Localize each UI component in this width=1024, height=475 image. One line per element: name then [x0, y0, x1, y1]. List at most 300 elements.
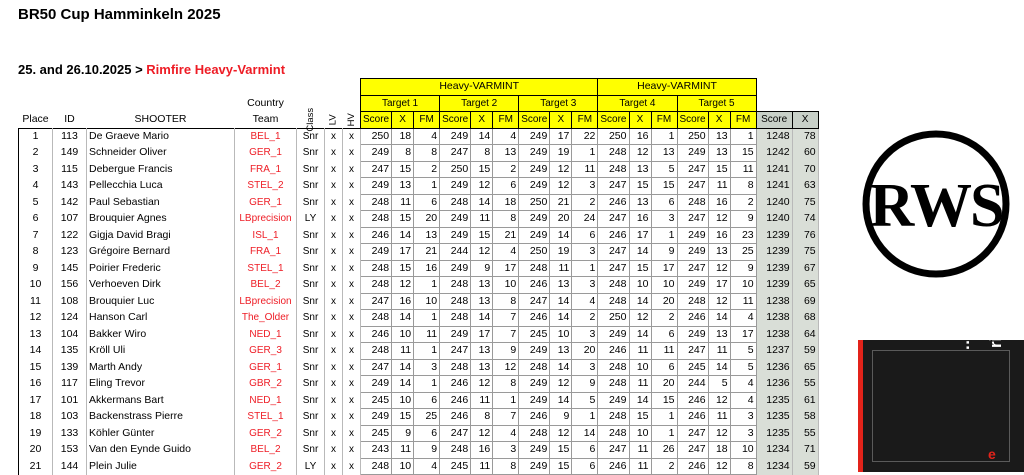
subheader-t4-fm: FM: [651, 112, 677, 129]
row-id: 144: [53, 458, 87, 475]
row-t4-x: 15: [629, 260, 651, 277]
row-t2-x: 12: [471, 244, 493, 261]
row-t2-score: 245: [440, 458, 471, 475]
row-t5-score: 247: [677, 178, 708, 195]
row-total-score: 1239: [756, 227, 792, 244]
row-hv: x: [343, 128, 361, 145]
row-lv: x: [325, 161, 343, 178]
row-t3-score: 249: [519, 211, 550, 228]
row-t2-fm: 6: [493, 178, 519, 195]
row-t3-fm: 1: [572, 409, 598, 426]
row-t1-score: 249: [361, 178, 392, 195]
row-t4-fm: 1: [651, 227, 677, 244]
row-country-team: GER_1: [235, 145, 297, 162]
table-row[interactable]: [19, 260, 819, 277]
row-t2-score: 249: [440, 260, 471, 277]
row-t1-fm: 6: [414, 425, 440, 442]
row-id: 117: [53, 376, 87, 393]
header-spacer-shooter: [87, 95, 235, 112]
row-t2-fm: 17: [493, 260, 519, 277]
row-hv: x: [343, 392, 361, 409]
row-country-team: LBprecision: [235, 211, 297, 228]
row-place: 13: [19, 326, 53, 343]
row-t4-fm: 5: [651, 161, 677, 178]
row-lv: x: [325, 310, 343, 327]
row-country-team: BEL_2: [235, 277, 297, 294]
row-t1-fm: 10: [414, 293, 440, 310]
row-t1-fm: 20: [414, 211, 440, 228]
row-place: 2: [19, 145, 53, 162]
row-t2-score: 249: [440, 326, 471, 343]
row-shooter-name: Backenstrass Pierre: [87, 409, 235, 426]
row-t1-x: 15: [392, 161, 414, 178]
row-t5-fm: 17: [730, 326, 756, 343]
row-t4-fm: 13: [651, 145, 677, 162]
row-t4-fm: 20: [651, 376, 677, 393]
row-lv: x: [325, 293, 343, 310]
row-t3-x: 12: [550, 425, 572, 442]
row-id: 101: [53, 392, 87, 409]
table-row[interactable]: [19, 392, 819, 409]
row-t4-x: 13: [629, 194, 651, 211]
row-t4-score: 248: [598, 425, 629, 442]
row-class: LY: [297, 458, 325, 475]
row-class: Snr: [297, 178, 325, 195]
row-hv: x: [343, 442, 361, 459]
row-country-team: STEL_1: [235, 260, 297, 277]
row-t4-x: 11: [629, 442, 651, 459]
row-t4-fm: 9: [651, 244, 677, 261]
ad-text-line2: rience.: [986, 293, 1005, 348]
row-t5-x: 5: [708, 376, 730, 393]
row-country-team: GER_3: [235, 343, 297, 360]
row-t5-score: 248: [677, 293, 708, 310]
row-t5-score: 245: [677, 359, 708, 376]
row-class: Snr: [297, 326, 325, 343]
target-header-2: Target 2: [440, 95, 519, 112]
row-t2-x: 17: [471, 326, 493, 343]
row-total-score: 1235: [756, 425, 792, 442]
row-t5-x: 14: [708, 310, 730, 327]
column-header-class: Class: [297, 112, 325, 129]
table-row[interactable]: [19, 161, 819, 178]
row-t3-x: 14: [550, 310, 572, 327]
row-lv: x: [325, 343, 343, 360]
row-lv: x: [325, 376, 343, 393]
row-t4-x: 13: [629, 161, 651, 178]
row-id: 133: [53, 425, 87, 442]
row-country-team: GER_2: [235, 458, 297, 475]
row-t5-score: 247: [677, 343, 708, 360]
row-t1-score: 248: [361, 211, 392, 228]
row-t1-fm: 25: [414, 409, 440, 426]
row-t5-fm: 1: [730, 128, 756, 145]
row-t3-x: 12: [550, 376, 572, 393]
row-t2-x: 14: [471, 128, 493, 145]
row-t4-fm: 6: [651, 194, 677, 211]
column-header-id: ID: [53, 112, 87, 129]
row-t4-x: 10: [629, 277, 651, 294]
row-t1-fm: 8: [414, 145, 440, 162]
row-t4-x: 15: [629, 409, 651, 426]
row-place: 21: [19, 458, 53, 475]
row-t4-x: 14: [629, 293, 651, 310]
row-shooter-name: Brouquier Luc: [87, 293, 235, 310]
row-t4-x: 16: [629, 128, 651, 145]
row-lv: x: [325, 359, 343, 376]
row-t2-score: 246: [440, 376, 471, 393]
row-id: 115: [53, 161, 87, 178]
row-t5-score: 248: [677, 194, 708, 211]
row-t1-fm: 1: [414, 376, 440, 393]
row-t5-x: 12: [708, 293, 730, 310]
row-t1-x: 16: [392, 293, 414, 310]
row-t1-x: 15: [392, 260, 414, 277]
row-t2-fm: 7: [493, 409, 519, 426]
row-t5-x: 15: [708, 161, 730, 178]
row-t5-x: 12: [708, 392, 730, 409]
row-t2-score: 249: [440, 128, 471, 145]
row-class: Snr: [297, 244, 325, 261]
row-t2-x: 13: [471, 359, 493, 376]
header-spacer: [19, 79, 361, 96]
row-t1-x: 14: [392, 359, 414, 376]
row-id: 142: [53, 194, 87, 211]
row-hv: x: [343, 425, 361, 442]
row-shooter-name: Poirier Frederic: [87, 260, 235, 277]
row-t1-score: 246: [361, 326, 392, 343]
row-t4-fm: 10: [651, 277, 677, 294]
row-place: 18: [19, 409, 53, 426]
row-t2-fm: 10: [493, 277, 519, 294]
row-t5-fm: 4: [730, 376, 756, 393]
table-row[interactable]: [19, 359, 819, 376]
subheader-t1-fm: FM: [414, 112, 440, 129]
row-country-team: NED_1: [235, 326, 297, 343]
row-t3-x: 15: [550, 442, 572, 459]
row-t1-score: 245: [361, 392, 392, 409]
row-t1-score: 248: [361, 310, 392, 327]
subheader-total-score: Score: [756, 112, 792, 129]
row-id: 149: [53, 145, 87, 162]
row-t5-fm: 8: [730, 178, 756, 195]
row-t2-fm: 8: [493, 293, 519, 310]
row-t3-score: 249: [519, 392, 550, 409]
row-total-x: 59: [792, 343, 818, 360]
table-row[interactable]: [19, 458, 819, 475]
row-t1-score: 249: [361, 409, 392, 426]
header-spacer-total: [756, 95, 818, 112]
event-subtitle: [18, 62, 285, 77]
row-t5-fm: 4: [730, 392, 756, 409]
row-t4-fm: 1: [651, 425, 677, 442]
row-lv: x: [325, 227, 343, 244]
row-t3-score: 249: [519, 458, 550, 475]
row-t2-x: 14: [471, 310, 493, 327]
row-lv: x: [325, 244, 343, 261]
table-row[interactable]: [19, 409, 819, 426]
subheader-t2-fm: FM: [493, 112, 519, 129]
row-t1-x: 14: [392, 376, 414, 393]
row-total-score: 1239: [756, 260, 792, 277]
row-t5-x: 13: [708, 326, 730, 343]
row-total-score: 1241: [756, 178, 792, 195]
row-hv: x: [343, 343, 361, 360]
row-t5-fm: 5: [730, 359, 756, 376]
row-total-score: 1235: [756, 392, 792, 409]
row-t5-x: 12: [708, 425, 730, 442]
page-title: BR50 Cup Hamminkeln 2025: [18, 6, 221, 23]
row-lv: x: [325, 277, 343, 294]
row-shooter-name: Brouquier Agnes: [87, 211, 235, 228]
row-t3-x: 19: [550, 145, 572, 162]
row-t2-score: 249: [440, 211, 471, 228]
row-total-x: 63: [792, 178, 818, 195]
row-t2-fm: 2: [493, 161, 519, 178]
row-t1-x: 11: [392, 343, 414, 360]
row-t4-score: 248: [598, 293, 629, 310]
column-header-hv: HV: [343, 112, 361, 129]
row-t1-x: 9: [392, 425, 414, 442]
row-t2-score: 244: [440, 244, 471, 261]
row-t2-x: 11: [471, 392, 493, 409]
row-t4-x: 17: [629, 227, 651, 244]
subheader-t2-score: Score: [440, 112, 471, 129]
row-t4-score: 248: [598, 161, 629, 178]
row-t1-fm: 1: [414, 277, 440, 294]
row-shooter-name: Van den Eynde Guido: [87, 442, 235, 459]
row-t1-fm: 1: [414, 343, 440, 360]
row-lv: x: [325, 260, 343, 277]
row-t4-score: 247: [598, 178, 629, 195]
table-row[interactable]: [19, 343, 819, 360]
row-country-team: ISL_1: [235, 227, 297, 244]
row-t5-score: 246: [677, 392, 708, 409]
row-t2-x: 8: [471, 409, 493, 426]
row-t1-score: 248: [361, 458, 392, 475]
row-t1-x: 15: [392, 409, 414, 426]
row-hv: x: [343, 178, 361, 195]
row-total-x: 74: [792, 211, 818, 228]
row-t4-score: 248: [598, 277, 629, 294]
row-t5-fm: 3: [730, 409, 756, 426]
column-header-country: Country: [235, 95, 297, 112]
table-row[interactable]: [19, 178, 819, 195]
row-t2-x: 8: [471, 145, 493, 162]
row-t4-score: 248: [598, 359, 629, 376]
table-row[interactable]: [19, 425, 819, 442]
row-t2-x: 12: [471, 376, 493, 393]
row-t5-score: 247: [677, 260, 708, 277]
row-total-score: 1241: [756, 161, 792, 178]
table-row[interactable]: [19, 128, 819, 145]
row-class: Snr: [297, 310, 325, 327]
row-total-score: 1234: [756, 442, 792, 459]
row-t3-fm: 11: [572, 161, 598, 178]
row-t4-x: 15: [629, 178, 651, 195]
row-hv: x: [343, 326, 361, 343]
table-row[interactable]: [19, 145, 819, 162]
row-t4-score: 246: [598, 458, 629, 475]
row-t2-x: 13: [471, 277, 493, 294]
row-t3-fm: 2: [572, 310, 598, 327]
row-t5-x: 13: [708, 128, 730, 145]
row-place: 4: [19, 178, 53, 195]
row-country-team: The_Older: [235, 310, 297, 327]
table-row[interactable]: [19, 227, 819, 244]
row-t4-x: 10: [629, 359, 651, 376]
row-t5-score: 244: [677, 376, 708, 393]
row-place: 19: [19, 425, 53, 442]
row-total-score: 1236: [756, 359, 792, 376]
row-t1-x: 15: [392, 211, 414, 228]
row-total-x: 75: [792, 194, 818, 211]
row-t5-fm: 2: [730, 194, 756, 211]
row-t3-score: 248: [519, 425, 550, 442]
row-country-team: STEL_1: [235, 409, 297, 426]
target-header-4: Target 4: [598, 95, 677, 112]
row-t1-x: 14: [392, 227, 414, 244]
row-t2-fm: 21: [493, 227, 519, 244]
row-t1-x: 18: [392, 128, 414, 145]
row-id: 153: [53, 442, 87, 459]
row-t3-score: 246: [519, 310, 550, 327]
row-t2-fm: 7: [493, 310, 519, 327]
subheader-t5-fm: FM: [730, 112, 756, 129]
row-t1-score: 248: [361, 194, 392, 211]
row-country-team: GER_1: [235, 359, 297, 376]
row-t4-fm: 3: [651, 211, 677, 228]
row-country-team: NED_1: [235, 392, 297, 409]
row-t5-fm: 3: [730, 425, 756, 442]
row-t3-fm: 4: [572, 293, 598, 310]
row-t3-fm: 22: [572, 128, 598, 145]
row-shooter-name: De Graeve Mario: [87, 128, 235, 145]
row-place: 12: [19, 310, 53, 327]
row-t2-score: 248: [440, 293, 471, 310]
row-lv: x: [325, 194, 343, 211]
row-t4-fm: 15: [651, 178, 677, 195]
row-t5-x: 17: [708, 277, 730, 294]
row-class: Snr: [297, 409, 325, 426]
row-country-team: FRA_1: [235, 244, 297, 261]
row-t4-x: 14: [629, 244, 651, 261]
row-id: 122: [53, 227, 87, 244]
table-column-header-row: [19, 112, 819, 129]
table-row[interactable]: [19, 326, 819, 343]
row-place: 9: [19, 260, 53, 277]
row-t1-score: 247: [361, 293, 392, 310]
column-header-team: Team: [235, 112, 297, 129]
row-id: 103: [53, 409, 87, 426]
row-t5-fm: 5: [730, 343, 756, 360]
table-row[interactable]: [19, 376, 819, 393]
row-t3-score: 248: [519, 359, 550, 376]
row-t3-score: 250: [519, 194, 550, 211]
row-t3-fm: 5: [572, 392, 598, 409]
row-t4-score: 250: [598, 128, 629, 145]
row-total-score: 1237: [756, 343, 792, 360]
table-row[interactable]: [19, 310, 819, 327]
row-t1-x: 13: [392, 178, 414, 195]
row-t4-x: 12: [629, 145, 651, 162]
row-t3-fm: 6: [572, 458, 598, 475]
table-row[interactable]: [19, 442, 819, 459]
row-t2-fm: 9: [493, 343, 519, 360]
row-class: Snr: [297, 277, 325, 294]
column-header-lv: LV: [325, 112, 343, 129]
row-t1-x: 8: [392, 145, 414, 162]
row-total-x: 70: [792, 161, 818, 178]
table-row[interactable]: [19, 277, 819, 294]
row-total-score: 1239: [756, 244, 792, 261]
results-table-body: [19, 128, 819, 475]
row-place: 6: [19, 211, 53, 228]
table-row[interactable]: [19, 194, 819, 211]
table-row[interactable]: [19, 211, 819, 228]
row-t1-x: 10: [392, 326, 414, 343]
row-total-score: 1240: [756, 211, 792, 228]
column-header-place: Place: [19, 112, 53, 129]
row-class: Snr: [297, 425, 325, 442]
row-shooter-name: Kröll Uli: [87, 343, 235, 360]
row-total-x: 59: [792, 458, 818, 475]
row-t5-fm: 10: [730, 442, 756, 459]
subheader-t5-score: Score: [677, 112, 708, 129]
row-hv: x: [343, 227, 361, 244]
header-spacer-id: [53, 95, 87, 112]
row-t3-score: 246: [519, 277, 550, 294]
row-t1-fm: 6: [414, 194, 440, 211]
row-t2-fm: 4: [493, 128, 519, 145]
row-t3-score: 250: [519, 244, 550, 261]
row-class: Snr: [297, 128, 325, 145]
row-class: Snr: [297, 194, 325, 211]
row-country-team: STEL_2: [235, 178, 297, 195]
row-total-score: 1238: [756, 293, 792, 310]
row-lv: x: [325, 211, 343, 228]
row-total-x: 71: [792, 442, 818, 459]
row-id: 123: [53, 244, 87, 261]
row-lv: x: [325, 128, 343, 145]
row-total-x: 55: [792, 376, 818, 393]
row-shooter-name: Plein Julie: [87, 458, 235, 475]
table-row[interactable]: [19, 244, 819, 261]
row-t2-score: 246: [440, 392, 471, 409]
row-t1-x: 14: [392, 310, 414, 327]
row-t4-x: 14: [629, 392, 651, 409]
row-t5-x: 18: [708, 442, 730, 459]
row-place: 16: [19, 376, 53, 393]
row-total-score: 1239: [756, 277, 792, 294]
row-t3-fm: 3: [572, 326, 598, 343]
row-t1-fm: 6: [414, 392, 440, 409]
row-hv: x: [343, 458, 361, 475]
row-t1-x: 10: [392, 458, 414, 475]
row-lv: x: [325, 458, 343, 475]
row-t2-score: 250: [440, 161, 471, 178]
row-country-team: GBR_2: [235, 376, 297, 393]
row-shooter-name: Gigja David Bragi: [87, 227, 235, 244]
row-t2-x: 14: [471, 194, 493, 211]
table-row[interactable]: [19, 293, 819, 310]
table-target-header-row: [19, 95, 819, 112]
row-t5-score: 247: [677, 425, 708, 442]
row-country-team: LBprecision: [235, 293, 297, 310]
row-t2-score: 247: [440, 343, 471, 360]
row-total-x: 76: [792, 227, 818, 244]
row-shooter-name: Hanson Carl: [87, 310, 235, 327]
